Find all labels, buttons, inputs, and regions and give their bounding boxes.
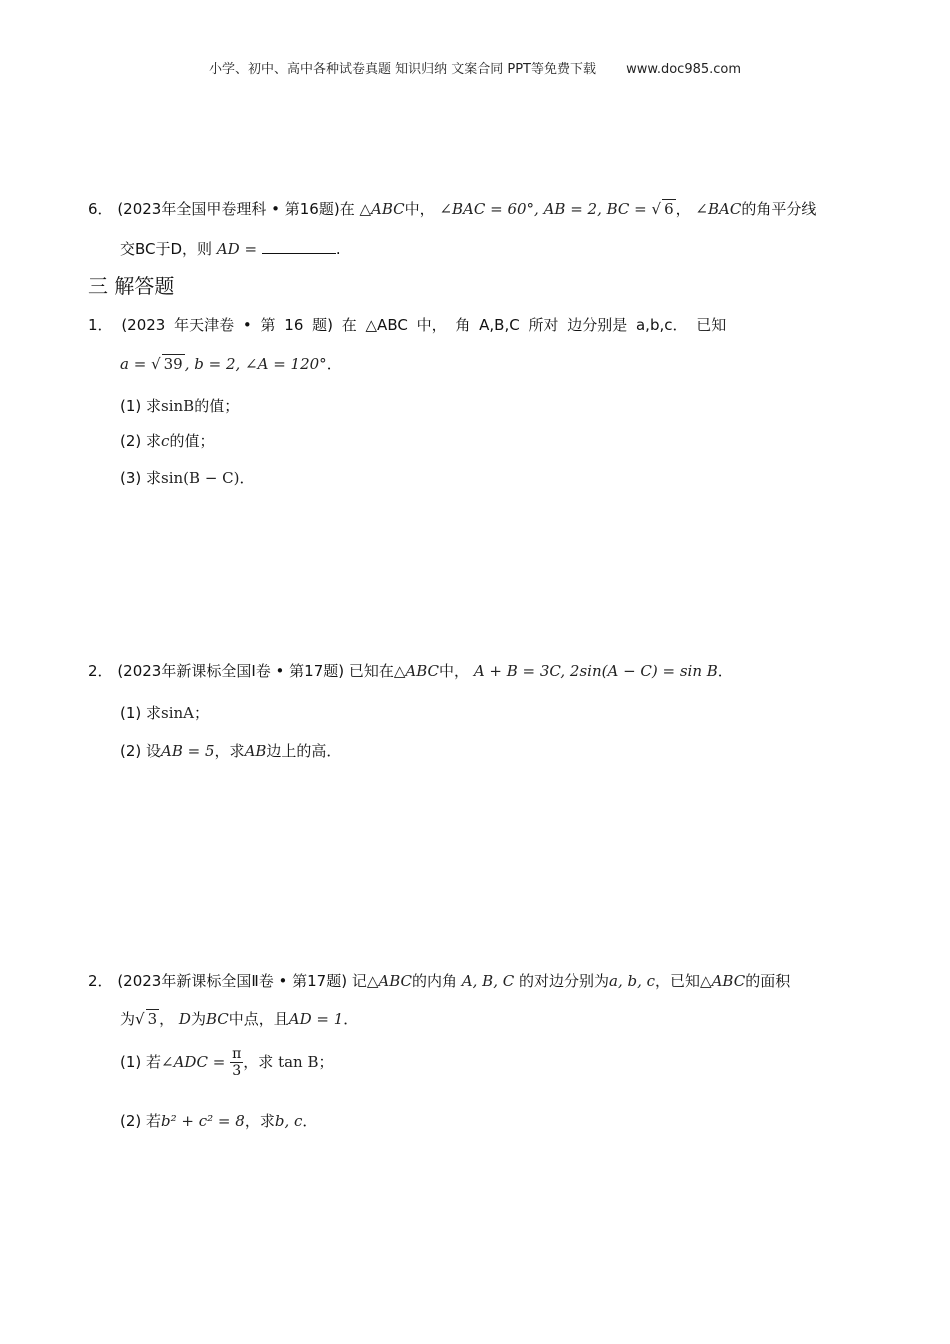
problem-1-sub2: (2) 求c的值； — [120, 432, 215, 450]
problem-1-sub3: (3) 求sin(B − C)． — [120, 469, 255, 487]
problem-3-sub2: (2) 若b² + c² = 8，求b, c． — [120, 1112, 318, 1130]
given-conditions: A + B = 3C, 2sin(A − C) = sin B — [473, 662, 718, 680]
given-conditions: ∠BAC = 60°, AB = 2, BC = √ 6 — [439, 200, 674, 218]
section-title: 三 解答题 — [88, 274, 175, 298]
triangle-symbol: △ABC — [359, 200, 405, 218]
answer-blank[interactable] — [262, 239, 336, 254]
problem-2-sub1: (1) 求sinA； — [120, 704, 210, 722]
question-source: (2023年全国甲卷理科 • 第16题) — [117, 200, 340, 218]
problem-1-conditions: a = √ 39 , b = 2, ∠A = 120°． — [120, 355, 342, 373]
question-6-line1: 6． (2023年全国甲卷理科 • 第16题)在 △ABC中， ∠BAC = 60°, AB = 2, BC = √ 6 ， ∠BAC的角平分线 — [88, 200, 817, 218]
header-text: 小学、初中、高中各种试卷真题 知识归纳 文案合同 PPT等免费下载 — [208, 62, 596, 77]
problem-1-sub1: (1) 求sinB的值； — [120, 397, 240, 415]
question-number: 6． — [88, 200, 113, 218]
angle-bac: ∠BAC — [695, 200, 742, 218]
problem-2-line1: 2． (2023年新课标全国Ⅰ卷 • 第17题) 已知在△ABC中， A + B = 3C, 2sin(A − C) = sin B． — [88, 662, 733, 680]
problem-number: 1． — [88, 316, 113, 334]
header-site: www.doc985.com — [626, 62, 742, 77]
problem-number: 2． — [88, 662, 113, 680]
problem-1-line1: 1． (2023 年天津卷 • 第 16 题) 在 △ABC 中， 角 A,B,C 所对 边分别是 a,b,c． 已知 — [88, 316, 727, 334]
problem-3-line2: 为√ 3 ， D为BC中点，且AD = 1． — [120, 1010, 359, 1028]
problem-number: 2． — [88, 972, 113, 990]
problem-2-sub2: (2) 设AB = 5，求AB边上的高． — [120, 742, 342, 760]
problem-3-line1: 2． (2023年新课标全国Ⅱ卷 • 第17题) 记△ABC的内角 A, B, C 的对边分别为a, b, c，已知△ABC的面积 — [88, 972, 791, 990]
fraction-pi-over-3: $\frac{\pi}{3}$ — [232, 1046, 242, 1079]
question-6-line2: 交BC于D，则 AD = . — [120, 240, 341, 258]
problem-3-sub1: (1) 若∠ADC = $\frac{\pi}{3}$ ，求 tan B； — [120, 1046, 334, 1079]
page-header — [0, 58, 950, 77]
